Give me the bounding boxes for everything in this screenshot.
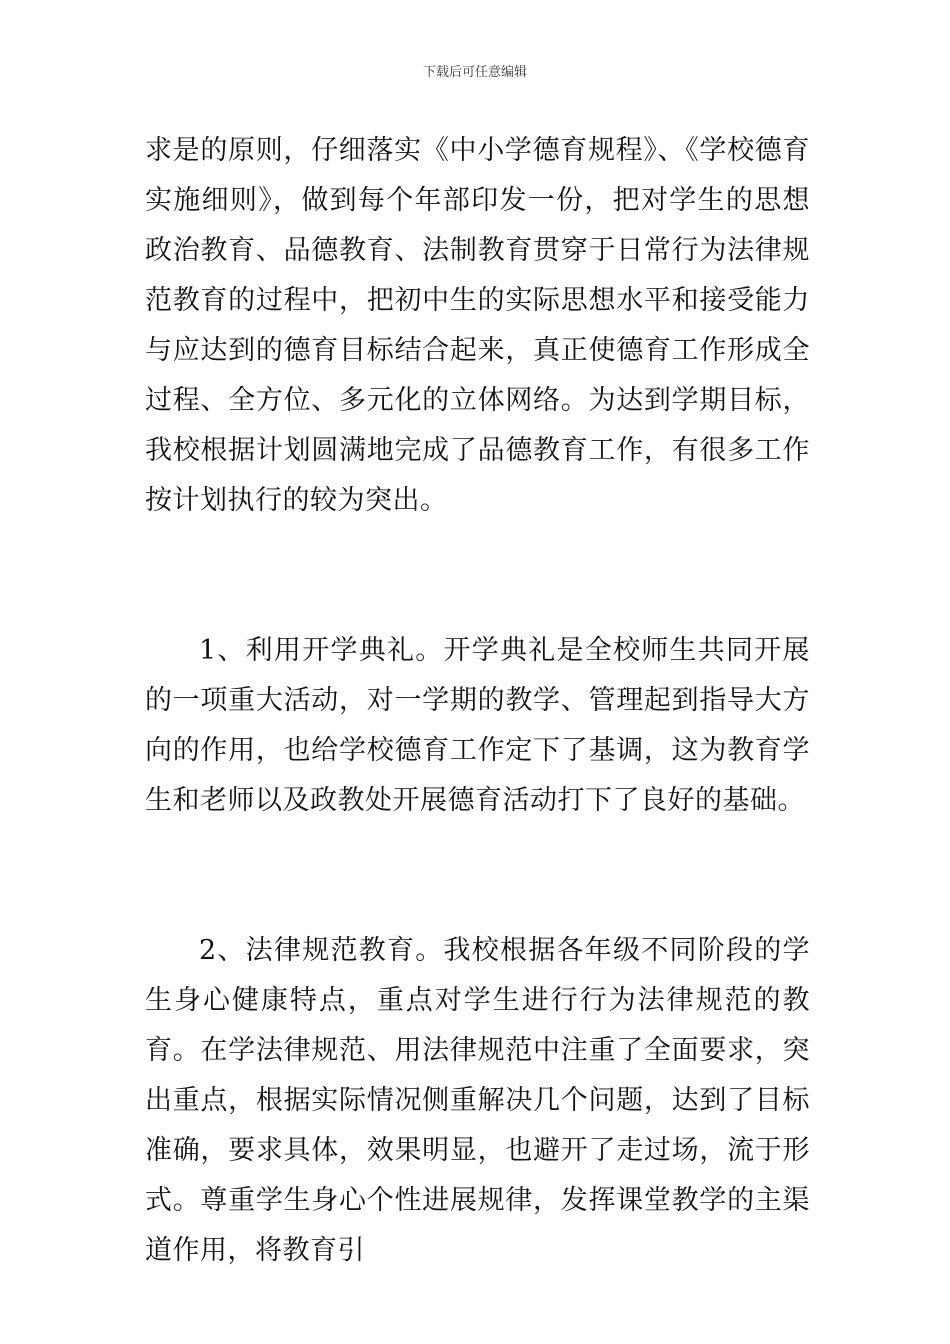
paragraph-item-1: 1、利用开学典礼。开学典礼是全校师生共同开展的一项重大活动，对一学期的教学、管理起到指导大方向的作用，也给学校德育工作定下了基调，这为教育学生和老师以及政教处开展德育活动打下了良好的基础。 [145,635,810,816]
paragraph-continuation: 求是的原则，仔细落实《中小学德育规程》、《学校德育实施细则》，做到每个年部印发一份，把对学生的思想政治教育、品德教育、法制教育贯穿于日常行为法律规范教育的过程中，把初中生的实际思想水平和接受能力与应达到的德育目标结合起来，真正使德育工作形成全过程、全方位、多元化的立体网络。为达到学期目标，我校根据计划圆满地完成了品德教育工作，有很多工作按计划执行的较为突出。 [145,135,810,516]
paragraph-item-2: 2、法律规范教育。我校根据各年级不同阶段的学生身心健康特点，重点对学生进行行为法律规范的教育。在学法律规范、用法律规范中注重了全面要求，突出重点，根据实际情况侧重解决几个问题，达到了目标准确，要求具体，效果明显，也避开了走过场，流于形式。尊重学生身心个性进展规律，发挥课堂教学的主渠道作用，将教育引 [145,935,810,1266]
paragraph-spacer [145,826,810,926]
document-body [145,126,810,1276]
paragraph-spacer [145,526,810,626]
page-header-note: 下载后可任意编辑 [422,65,527,80]
